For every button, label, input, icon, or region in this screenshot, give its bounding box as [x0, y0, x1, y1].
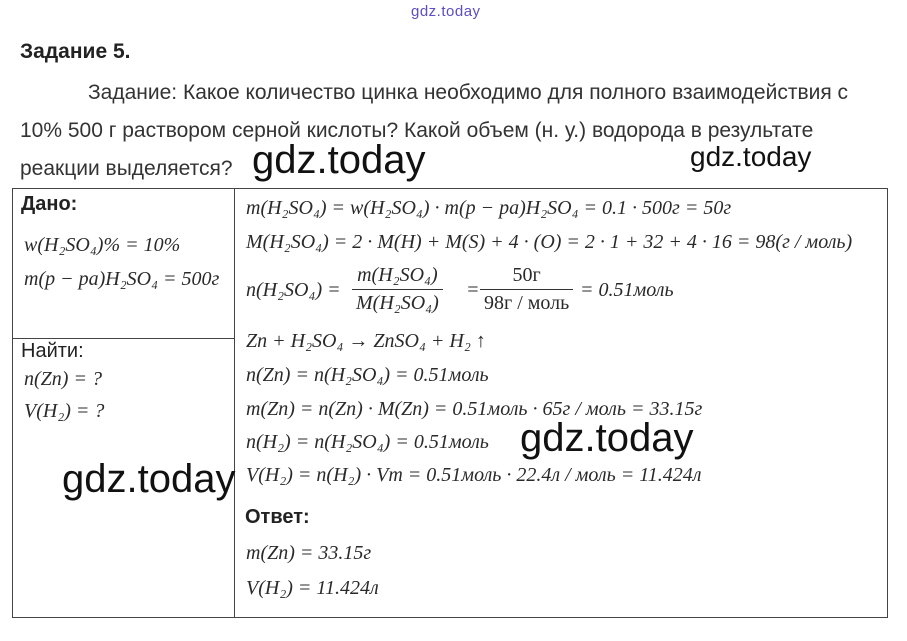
watermark: gdz.today — [520, 416, 694, 460]
reaction-equation: Zn + H₂SO₄ → ZnSO₄ + H₂ ↑ — [246, 330, 486, 352]
watermark: gdz.today — [252, 138, 426, 182]
answer-label: Ответ: — [245, 506, 310, 528]
given-label: Дано: — [21, 193, 78, 215]
solution-line: V(H₂) = n(H₂) · Vm = 0.51моль · 22.4л / моль = 11.424л — [246, 464, 702, 486]
solution-line: m(H₂SO₄) = w(H₂SO₄) · m(p − pa)H₂SO₄ = 0.1 · 500г = 50г — [246, 197, 732, 219]
equals-sign: = — [466, 279, 480, 301]
fraction-numerator: m(H₂SO₄) — [352, 264, 443, 290]
table-divider-vertical — [234, 188, 235, 618]
task-text: Задание: Какое количество цинка необходимо для полного взаимодействия с 10% 500 г раствором серной кислоты? Какой объем (н. у.) водорода в результате реакции выделяется? — [20, 81, 849, 180]
answer-line: V(H₂) = 11.424л — [246, 577, 379, 599]
fraction-mass-over-molar — [352, 264, 443, 315]
given-line: w(H₂SO₄)% = 10% — [24, 234, 181, 256]
solution-line-3-left: n(H₂SO₄) = — [246, 279, 341, 301]
solution-line-3-right: = 0.51моль — [580, 279, 674, 301]
page-title: Задание 5. — [20, 40, 131, 63]
solution-line: n(Zn) = n(H₂SO₄) = 0.51моль — [246, 364, 489, 386]
fraction-denominator: M(H₂SO₄) — [356, 292, 439, 314]
fraction-denominator: 98г / моль — [484, 292, 570, 314]
find-line: n(Zn) = ? — [24, 368, 102, 390]
solution-line: M(H₂SO₄) = 2 · M(H) + M(S) + 4 · (O) = 2 · 1 + 32 + 4 · 16 = 98(г / моль) — [246, 231, 853, 253]
given-line: m(p − pa)H₂SO₄ = 500г — [24, 268, 220, 290]
watermark: gdz.today — [62, 457, 236, 501]
watermark: gdz.today — [690, 141, 812, 172]
watermark-top: gdz.today — [411, 3, 481, 20]
solution-line: m(Zn) = n(Zn) · M(Zn) = 0.51моль · 65г / моль = 33.15г — [246, 398, 703, 420]
find-label: Найти: — [21, 340, 84, 362]
solution-line: n(H₂) = n(H₂SO₄) = 0.51моль — [246, 431, 489, 453]
find-line: V(H₂) = ? — [24, 400, 105, 422]
answer-line: m(Zn) = 33.15г — [246, 542, 372, 564]
fraction-numerator: 50г — [480, 264, 573, 290]
fraction-values — [480, 264, 573, 315]
table-divider-horizontal — [12, 338, 235, 339]
